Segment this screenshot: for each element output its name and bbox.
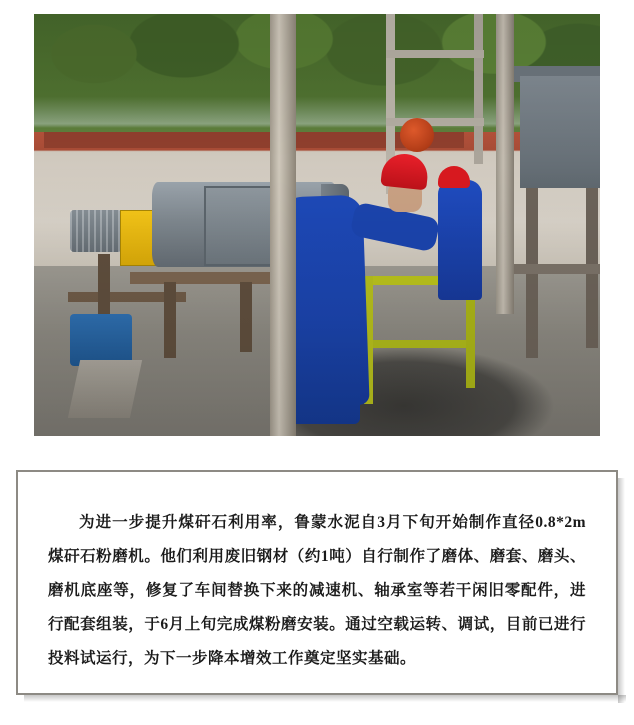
photo-canvas [34,14,600,436]
article-text-card [16,470,618,695]
article-photo [34,14,600,436]
card-shadow-bottom [24,695,626,702]
card-shadow-right [618,478,625,703]
photo-vignette [34,14,600,436]
article-paragraph: 为进一步提升煤矸石利用率，鲁蒙水泥自3月下旬开始制作直径0.8*2m煤矸石粉磨机。他们利用废旧钢材（约1吨）自行制作了磨体、磨套、磨头、磨机底座等，修复了车间替换下来的减速机、轴承室等若干闲旧零配件，进行配套组装，于6月上旬完成煤粉磨安装。通过空载运转、调试，目前已进行投料试运行，为下一步降本增效工作奠定坚实基础。 [48,514,586,667]
